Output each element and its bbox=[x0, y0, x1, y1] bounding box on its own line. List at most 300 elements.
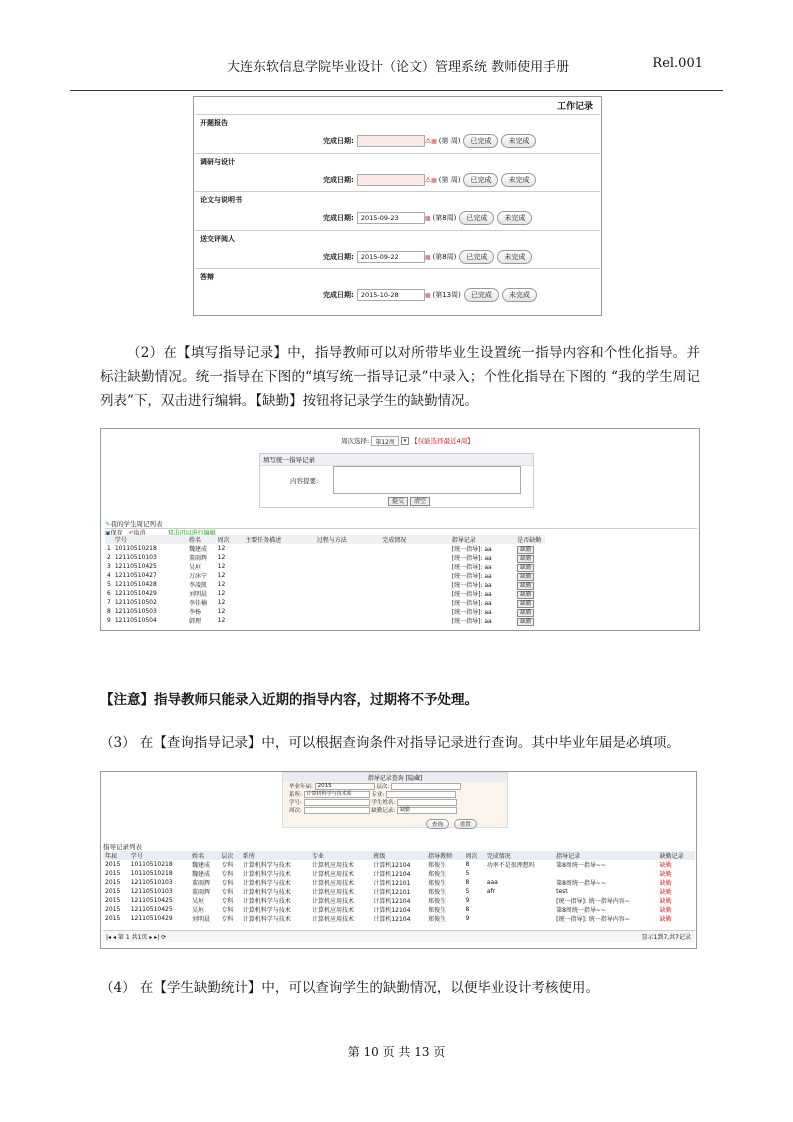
undone-button[interactable]: 未完成 bbox=[501, 173, 536, 187]
table-cell: 6 bbox=[107, 590, 111, 597]
work-record-section bbox=[195, 268, 600, 306]
table-cell bbox=[315, 616, 381, 625]
table-cell: 2015 bbox=[105, 897, 121, 904]
table-cell: afr bbox=[486, 888, 496, 895]
pencil-icon: ✎ bbox=[105, 520, 111, 528]
table-cell: 计算机应用技术 bbox=[312, 862, 355, 869]
table-cell: 郑俊生 bbox=[428, 889, 447, 896]
paragraph-fill-record: （2）在【填写指导记录】中，指导教师可以对所带毕业生设置统一指导内容和个性化指导。并标注缺勤情况。统一指导在下图的“填写统一指导记录”中录入；个性化指导在下图的 “我的学生周记列表”下，双击进行编辑。【缺勤】按钮将记录学生的缺勤情况。 bbox=[100, 345, 700, 409]
table-cell: 功率不是很理想吗 bbox=[486, 862, 535, 869]
absent-link[interactable]: 缺勤 bbox=[659, 880, 672, 887]
page-number[interactable]: 第 1 bbox=[117, 934, 130, 941]
table-cell: 计算机科学与技术 bbox=[242, 880, 291, 887]
table-cell: 第8周统一指导~~ bbox=[556, 862, 606, 869]
table-row[interactable] bbox=[103, 887, 695, 896]
table-cell: 12 bbox=[217, 590, 226, 597]
content-label: 内容提要: bbox=[290, 477, 319, 485]
first-page-icon[interactable]: |◂ bbox=[106, 934, 112, 941]
week-text: (第13周) bbox=[432, 291, 461, 299]
table-cell: 计算机应用技术 bbox=[312, 880, 355, 887]
absent-button[interactable]: 缺勤 bbox=[517, 573, 534, 581]
warning-icon: ⚠ bbox=[424, 137, 432, 145]
table-cell bbox=[380, 580, 449, 589]
undone-button[interactable]: 未完成 bbox=[497, 211, 532, 225]
table-row[interactable] bbox=[105, 589, 545, 598]
table-cell bbox=[485, 905, 554, 914]
absent-select[interactable]: 缺勤 bbox=[397, 807, 457, 814]
chevron-down-icon[interactable]: ▾ bbox=[401, 437, 409, 445]
table-cell bbox=[380, 607, 449, 616]
column-header: 层次 bbox=[221, 853, 234, 860]
date-label: 完成日期: bbox=[323, 137, 354, 145]
year-input[interactable]: 2015 bbox=[315, 783, 375, 790]
query-list-title: 指导记录列表 bbox=[103, 843, 142, 851]
table-cell: 8 bbox=[465, 879, 470, 886]
absent-link[interactable]: 缺勤 bbox=[659, 916, 672, 923]
table-cell: 12 bbox=[217, 581, 226, 588]
table-cell: 12 bbox=[217, 554, 226, 561]
calendar-icon[interactable]: ▦ bbox=[431, 138, 437, 145]
column-header: 系所 bbox=[242, 853, 255, 860]
table-cell: 2015 bbox=[105, 861, 121, 868]
sname-input[interactable] bbox=[397, 799, 457, 806]
table-cell: 计算机12104 bbox=[373, 898, 411, 905]
table-cell: 计算机12104 bbox=[373, 862, 411, 869]
date-label: 完成日期: bbox=[323, 252, 354, 261]
table-cell: 吴垣 bbox=[192, 907, 205, 914]
column-header: 指导记录 bbox=[556, 853, 581, 860]
column-header: 缺勤记录 bbox=[659, 853, 684, 860]
table-cell: [统一指导]: aa bbox=[451, 564, 492, 571]
table-cell: 8 bbox=[465, 861, 470, 868]
table-cell: 5 bbox=[107, 581, 111, 588]
table-cell: 12110510103 bbox=[130, 888, 173, 895]
table-cell bbox=[243, 571, 315, 580]
section-row bbox=[323, 211, 532, 225]
major-select[interactable] bbox=[386, 791, 456, 798]
year-label: 毕业年届: bbox=[289, 784, 313, 790]
column-header: 过程与方法 bbox=[316, 537, 347, 544]
weekly-table bbox=[105, 535, 545, 625]
table-cell: 12 bbox=[217, 545, 226, 552]
table-cell: 计算机应用技术 bbox=[312, 889, 355, 896]
calendar-icon[interactable]: ▦ bbox=[424, 253, 431, 261]
table-row[interactable] bbox=[103, 896, 695, 905]
done-button[interactable]: 已完成 bbox=[459, 250, 494, 264]
table-cell: 12110510425 bbox=[130, 906, 173, 913]
table-cell: 2015 bbox=[105, 870, 121, 877]
last-page-icon[interactable]: ▸| bbox=[154, 934, 160, 941]
table-cell: 12110510429 bbox=[114, 590, 157, 597]
week-selector bbox=[341, 436, 474, 446]
header-divider bbox=[70, 90, 723, 91]
table-cell: 12 bbox=[217, 563, 226, 570]
table-cell: 第8周统一指导~~ bbox=[556, 880, 606, 887]
table-cell: 12110510503 bbox=[114, 608, 157, 615]
table-cell: test bbox=[556, 888, 568, 895]
dept-label: 系所: bbox=[289, 792, 302, 798]
absent-link[interactable]: 缺勤 bbox=[659, 889, 672, 896]
date-input[interactable]: 2015-09-23 bbox=[357, 212, 425, 224]
table-cell bbox=[515, 616, 545, 625]
table-cell bbox=[380, 616, 449, 625]
table-cell: 专科 bbox=[221, 907, 234, 914]
table-cell: 9 bbox=[465, 897, 470, 904]
work-record-section bbox=[195, 114, 600, 152]
fill-record-screenshot bbox=[100, 428, 700, 631]
table-cell: 12110510428 bbox=[114, 581, 157, 588]
page-footer: 第 10 页 共 13 页 bbox=[347, 1045, 446, 1059]
table-cell: 1 bbox=[107, 545, 111, 552]
done-button[interactable]: 已完成 bbox=[463, 134, 498, 148]
cancel-icon[interactable]: ↶ bbox=[128, 530, 134, 537]
table-cell: 2015 bbox=[105, 888, 121, 895]
table-cell bbox=[380, 562, 449, 571]
table-cell bbox=[243, 607, 315, 616]
table-cell bbox=[315, 589, 381, 598]
week-text: (第 周) bbox=[438, 175, 461, 184]
table-cell: [统一指导]: aa bbox=[451, 609, 492, 616]
table-cell: 专科 bbox=[221, 880, 234, 887]
section-row bbox=[323, 288, 537, 302]
section-title: 送交评阅人 bbox=[200, 234, 235, 243]
table-cell bbox=[515, 553, 545, 562]
table-cell bbox=[515, 607, 545, 616]
column-header: 周次 bbox=[217, 537, 230, 544]
column-header: 完成情况 bbox=[486, 853, 511, 860]
table-cell bbox=[485, 896, 554, 905]
table-cell: 刘明晨 bbox=[189, 591, 208, 598]
save-button[interactable]: 保存 bbox=[110, 530, 123, 537]
table-row[interactable] bbox=[105, 607, 545, 616]
table-cell bbox=[315, 598, 381, 607]
column-header: 年届 bbox=[105, 853, 118, 860]
table-cell: 专科 bbox=[221, 862, 234, 869]
table-row[interactable] bbox=[103, 878, 695, 887]
week-text: (第8周) bbox=[432, 214, 457, 222]
column-header: 完成情况 bbox=[382, 537, 407, 544]
absent-link[interactable]: 缺勤 bbox=[659, 862, 672, 869]
table-cell: 9 bbox=[465, 915, 470, 922]
table-cell: 3 bbox=[107, 563, 111, 570]
table-cell bbox=[380, 553, 449, 562]
table-cell: 董雨辉 bbox=[192, 880, 211, 887]
next-page-icon[interactable]: ▸ bbox=[149, 934, 153, 941]
submit-button[interactable]: 提交 bbox=[388, 497, 408, 506]
table-cell: 计算机应用技术 bbox=[312, 871, 355, 878]
paragraph-absence: （4） 在【学生缺勤统计】中，可以查询学生的缺勤情况，以便毕业设计考核使用。 bbox=[100, 980, 599, 996]
search-button[interactable]: 查询 bbox=[426, 819, 449, 829]
table-cell: 郑俊生 bbox=[428, 907, 447, 914]
table-cell: 2015 bbox=[105, 906, 121, 913]
table-cell: 郑俊生 bbox=[428, 862, 447, 869]
date-input[interactable] bbox=[357, 135, 425, 147]
column-header bbox=[105, 535, 113, 544]
table-row[interactable] bbox=[103, 860, 695, 869]
page-total: 共1页 bbox=[131, 934, 148, 941]
table-cell bbox=[380, 544, 449, 553]
table-row[interactable] bbox=[105, 580, 545, 589]
table-cell: 4 bbox=[107, 572, 111, 579]
table-cell bbox=[315, 544, 381, 553]
table-cell: 李杨 bbox=[189, 609, 202, 616]
section-title: 调研与设计 bbox=[200, 157, 235, 166]
column-header: 班级 bbox=[373, 853, 386, 860]
table-cell: 8 bbox=[465, 906, 470, 913]
table-cell bbox=[243, 580, 315, 589]
table-cell bbox=[554, 869, 657, 878]
done-button[interactable]: 已完成 bbox=[463, 173, 498, 187]
table-cell: 计算机12104 bbox=[373, 907, 411, 914]
table-cell: 12110510103 bbox=[114, 554, 157, 561]
week-select[interactable]: 第12周 bbox=[371, 436, 399, 446]
done-button[interactable]: 已完成 bbox=[464, 288, 499, 302]
table-cell: 韩理 bbox=[189, 618, 202, 625]
table-cell: 董雨辉 bbox=[189, 555, 208, 562]
table-cell: 计算机12101 bbox=[373, 889, 411, 896]
table-cell: 郑俊生 bbox=[428, 898, 447, 905]
table-cell: 魏建成 bbox=[192, 862, 211, 869]
table-cell bbox=[515, 598, 545, 607]
pager bbox=[103, 930, 695, 942]
calendar-icon[interactable]: ▦ bbox=[431, 176, 437, 184]
table-row[interactable] bbox=[103, 914, 695, 923]
undone-button[interactable]: 未完成 bbox=[497, 250, 532, 264]
cancel-button[interactable]: 取消 bbox=[133, 530, 146, 537]
table-row[interactable] bbox=[103, 869, 695, 878]
table-cell: 专科 bbox=[221, 889, 234, 896]
undone-button[interactable]: 未完成 bbox=[501, 134, 536, 148]
table-cell: 郑俊生 bbox=[428, 880, 447, 887]
column-header: 是否缺勤 bbox=[517, 537, 542, 544]
table-cell: 计算机科学与技术 bbox=[242, 889, 291, 896]
table-cell: 12 bbox=[217, 572, 226, 579]
major-label: 专业: bbox=[371, 792, 385, 798]
table-cell: 12110510427 bbox=[114, 572, 157, 579]
column-header: 专业 bbox=[312, 853, 325, 860]
table-cell: 魏建成 bbox=[189, 546, 208, 553]
unified-title: 填写统一指导记录 bbox=[260, 454, 533, 466]
table-cell: 12 bbox=[217, 599, 226, 606]
table-cell bbox=[243, 562, 315, 571]
table-cell: 10110510218 bbox=[130, 861, 173, 868]
table-cell bbox=[515, 571, 545, 580]
table-cell bbox=[243, 553, 315, 562]
table-cell: 5 bbox=[465, 870, 470, 877]
table-cell: 计算机12104 bbox=[373, 916, 411, 923]
edit-hint: 双击可以进行编辑 bbox=[167, 530, 216, 537]
query-panel-title: 指导记录查询 [隐藏] bbox=[283, 773, 507, 782]
section-title: 答辩 bbox=[200, 273, 214, 281]
calendar-icon[interactable]: ▦ bbox=[424, 292, 431, 299]
save-icon[interactable]: ▣ bbox=[105, 530, 111, 537]
table-cell: 计算机科学与技术 bbox=[242, 907, 291, 914]
table-cell: 7 bbox=[107, 599, 111, 606]
table-row[interactable] bbox=[105, 553, 545, 562]
week-text: (第8周) bbox=[432, 252, 457, 261]
table-row[interactable] bbox=[105, 571, 545, 580]
table-cell: 第8周统一指导~~ bbox=[556, 907, 606, 914]
refresh-icon[interactable]: ⟳ bbox=[161, 934, 167, 941]
dept-select[interactable]: 计算机科学与技术系 bbox=[304, 791, 370, 798]
table-row[interactable] bbox=[105, 544, 545, 553]
absent-button[interactable]: 缺勤 bbox=[517, 600, 534, 608]
table-cell: 12110510502 bbox=[114, 599, 157, 606]
table-cell: 计算机应用技术 bbox=[312, 907, 355, 914]
work-record-section bbox=[195, 191, 600, 229]
table-cell: 2015 bbox=[105, 879, 121, 886]
clear-button[interactable]: 清空 bbox=[410, 497, 430, 506]
table-cell: [统一指导]: aa bbox=[451, 546, 492, 553]
absent-label: 缺勤记录: bbox=[371, 808, 396, 814]
table-cell: 计算机科学与技术 bbox=[242, 862, 291, 869]
table-cell: 魏建成 bbox=[192, 871, 211, 878]
warning-icon: ⚠ bbox=[424, 175, 432, 184]
table-cell bbox=[515, 589, 545, 598]
table-cell bbox=[485, 914, 554, 923]
table-cell: [统一指导]: aa bbox=[451, 582, 492, 589]
calendar-icon[interactable]: ▦ bbox=[424, 215, 431, 222]
date-label: 完成日期: bbox=[323, 214, 354, 222]
table-cell bbox=[243, 616, 315, 625]
table-cell: 12110510425 bbox=[114, 563, 157, 570]
date-input[interactable] bbox=[357, 174, 425, 186]
level-select[interactable] bbox=[391, 783, 461, 790]
column-header: 学号 bbox=[114, 537, 127, 544]
table-cell: 郑俊生 bbox=[428, 916, 447, 923]
absent-button[interactable]: 缺勤 bbox=[517, 555, 534, 563]
section-title: 开题报告 bbox=[200, 119, 228, 127]
table-cell bbox=[315, 607, 381, 616]
undone-button[interactable]: 未完成 bbox=[502, 288, 537, 302]
table-cell: 董雨辉 bbox=[192, 889, 211, 896]
table-cell: 万沐宁 bbox=[189, 573, 208, 580]
table-cell: 2015 bbox=[105, 915, 121, 922]
list-title: 我的学生周记列表 bbox=[110, 520, 163, 528]
reset-button[interactable]: 重置 bbox=[454, 819, 477, 829]
absent-button[interactable]: 缺勤 bbox=[517, 618, 534, 626]
sid-label: 学号: bbox=[289, 800, 302, 806]
content-textarea[interactable] bbox=[333, 466, 521, 494]
column-header: 指导记录 bbox=[451, 537, 476, 544]
table-cell: 9 bbox=[107, 617, 111, 624]
column-header: 指导教师 bbox=[428, 853, 453, 860]
table-cell: 专科 bbox=[221, 898, 234, 905]
pager-info: 显示1到7,共7记录 bbox=[641, 934, 691, 941]
table-cell bbox=[380, 598, 449, 607]
table-cell: 计算机12101 bbox=[373, 880, 411, 887]
absent-link[interactable]: 缺勤 bbox=[659, 907, 672, 914]
table-cell bbox=[315, 562, 381, 571]
date-input[interactable]: 2015-09-22 bbox=[357, 251, 425, 263]
absent-button[interactable]: 缺勤 bbox=[517, 609, 534, 617]
absent-link[interactable]: 缺勤 bbox=[659, 898, 672, 905]
table-cell: 计算机科学与技术 bbox=[242, 898, 291, 905]
table-cell: 12110510429 bbox=[130, 915, 173, 922]
table-cell: 计算机科学与技术 bbox=[242, 871, 291, 878]
table-cell: 计算机应用技术 bbox=[312, 898, 355, 905]
table-cell bbox=[243, 598, 315, 607]
table-cell: [统一指导]: aa bbox=[451, 600, 492, 607]
table-row[interactable] bbox=[103, 905, 695, 914]
table-cell bbox=[485, 869, 554, 878]
absent-button[interactable]: 缺勤 bbox=[517, 582, 534, 590]
absent-link[interactable]: 缺勤 bbox=[659, 871, 672, 878]
table-row[interactable] bbox=[105, 562, 545, 571]
table-cell: [统一指导]: aa bbox=[451, 618, 492, 625]
table-row[interactable] bbox=[105, 616, 545, 625]
header-title: 大连东软信息学院毕业设计（论文）管理系统 教师使用手册 bbox=[227, 60, 570, 75]
date-label: 完成日期: bbox=[323, 291, 354, 299]
section-row bbox=[323, 173, 536, 187]
sid-input[interactable] bbox=[304, 799, 370, 806]
prev-page-icon[interactable]: ◂ bbox=[112, 934, 116, 941]
table-cell: aaa bbox=[486, 879, 498, 886]
table-cell: 刘明晨 bbox=[192, 916, 211, 923]
table-cell: 10110510218 bbox=[114, 545, 157, 552]
table-cell: 12110510103 bbox=[130, 879, 173, 886]
table-cell: 2 bbox=[107, 554, 111, 561]
week-note: 【仅能选择最近4周】 bbox=[411, 437, 474, 445]
work-record-title: 工作记录 bbox=[556, 102, 593, 112]
date-label: 完成日期: bbox=[323, 175, 354, 184]
table-cell: [统一指导]: 统一指导内容~ bbox=[556, 916, 630, 923]
table-cell: 10110510218 bbox=[130, 870, 173, 877]
table-cell bbox=[515, 544, 545, 553]
table-cell: 12 bbox=[217, 617, 226, 624]
table-cell: 12110510504 bbox=[114, 617, 157, 624]
done-button[interactable]: 已完成 bbox=[459, 211, 494, 225]
level-label: 层次: bbox=[376, 784, 390, 790]
table-cell: 吴垣 bbox=[192, 898, 205, 905]
table-cell: 5 bbox=[465, 888, 470, 895]
section-row bbox=[323, 134, 536, 148]
table-cell: [统一指导]: 统一指导内容~ bbox=[556, 898, 630, 905]
date-input[interactable]: 2015-10-28 bbox=[357, 289, 425, 301]
table-cell bbox=[515, 580, 545, 589]
column-header: 周次 bbox=[465, 853, 478, 860]
table-cell: 8 bbox=[107, 608, 111, 615]
table-cell bbox=[380, 571, 449, 580]
query-screenshot bbox=[100, 771, 697, 949]
table-cell: 郑俊生 bbox=[428, 871, 447, 878]
table-cell bbox=[243, 589, 315, 598]
column-header: 姓名 bbox=[189, 537, 202, 544]
sname-label: 学生姓名: bbox=[371, 800, 396, 806]
table-cell: 专科 bbox=[221, 916, 234, 923]
table-cell: 专科 bbox=[221, 871, 234, 878]
unified-panel bbox=[259, 453, 534, 508]
table-cell: [统一指导]: aa bbox=[451, 555, 492, 562]
table-row[interactable] bbox=[105, 598, 545, 607]
query-table bbox=[103, 851, 695, 923]
week-text: (第 周) bbox=[438, 137, 461, 145]
table-cell bbox=[243, 544, 315, 553]
week-label: 周次: bbox=[289, 808, 302, 814]
absent-button[interactable]: 缺勤 bbox=[517, 591, 534, 599]
absent-button[interactable]: 缺勤 bbox=[517, 564, 534, 572]
note-text: 【注意】指导教师只能录入近期的指导内容，过期将不予处理。 bbox=[100, 692, 478, 708]
absent-button[interactable]: 缺勤 bbox=[517, 546, 534, 554]
week-input[interactable] bbox=[304, 807, 370, 814]
table-cell bbox=[315, 571, 381, 580]
table-cell: 计算机科学与技术 bbox=[242, 916, 291, 923]
work-record-section bbox=[195, 230, 600, 268]
table-cell: [统一指导]: aa bbox=[451, 591, 492, 598]
table-cell: 李凌凯 bbox=[189, 582, 208, 589]
paragraph-query: （3） 在【查询指导记录】中，可以根据查询条件对指导记录进行查询。其中毕业年届是必填项。 bbox=[100, 735, 680, 751]
table-cell: 计算机12104 bbox=[373, 871, 411, 878]
